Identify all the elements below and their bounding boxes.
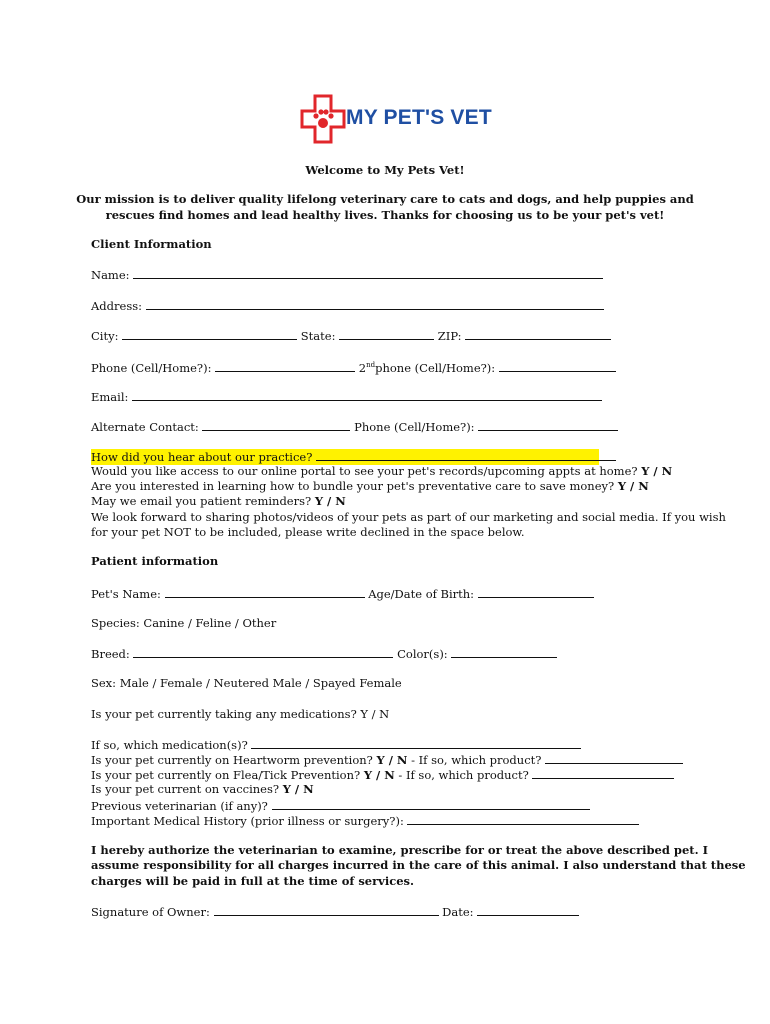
alt-phone-field[interactable] — [478, 419, 618, 431]
state-field[interactable] — [339, 328, 434, 340]
medications-row[interactable]: Is your pet currently taking any medications? Y / N — [91, 707, 390, 721]
which-meds-row — [91, 737, 581, 753]
email-field[interactable] — [132, 389, 602, 401]
bundle-text: Are you interested in learning how to bundle your pet's preventative care to save money? — [91, 479, 615, 493]
bundle-question — [91, 479, 649, 494]
hear-about-row — [91, 449, 599, 465]
city-label: City: — [91, 329, 119, 343]
history-label: Important Medical History (prior illness or surgery?): — [91, 814, 404, 828]
which-meds-label: If so, which medication(s)? — [91, 738, 248, 752]
heartworm-label: Is your pet currently on Heartworm prevention? — [91, 753, 373, 767]
email-label: Email: — [91, 390, 129, 404]
breed-field[interactable] — [133, 646, 393, 658]
name-field[interactable] — [133, 267, 603, 279]
welcome-heading: Welcome to My Pets Vet! — [305, 163, 465, 177]
pet-name-row — [91, 586, 594, 602]
portal-question — [91, 464, 672, 479]
pet-name-field[interactable] — [165, 586, 365, 598]
phone-label: Phone (Cell/Home?): — [91, 360, 212, 375]
signature-row — [91, 904, 579, 920]
date-label: Date: — [442, 905, 474, 919]
portal-yn[interactable]: Y / N — [641, 464, 673, 478]
mission-line-1: Our mission is to deliver quality lifelong veterinary care to cats and dogs, and help puppies and — [76, 192, 694, 206]
name-row — [91, 267, 603, 283]
address-label: Address: — [91, 299, 143, 313]
prev-vet-row — [91, 798, 590, 814]
heartworm-product-field[interactable] — [545, 752, 683, 764]
prev-vet-field[interactable] — [272, 798, 590, 810]
zip-label: ZIP: — [437, 329, 462, 343]
fleatick-yn[interactable]: Y / N — [363, 768, 395, 782]
heartworm-yn[interactable]: Y / N — [376, 753, 408, 767]
phone-row — [91, 358, 616, 376]
mission-line-2: rescues find homes and lead healthy lives. Thanks for choosing us to be your pet's vet! — [105, 208, 665, 222]
vaccines-label: Is your pet current on vaccines? — [91, 782, 280, 796]
reminders-question — [91, 494, 346, 509]
city-state-zip-row — [91, 328, 611, 344]
date-field[interactable] — [477, 904, 579, 916]
address-row — [91, 298, 604, 314]
vaccines-row — [91, 782, 314, 797]
fleatick-product-label: - If so, which product? — [398, 768, 529, 782]
history-field[interactable] — [407, 813, 639, 825]
hear-about-label: How did you hear about our practice? — [91, 450, 313, 464]
history-row — [91, 813, 639, 829]
breed-label: Breed: — [91, 647, 130, 661]
which-meds-field[interactable] — [251, 737, 581, 749]
phone2-number: 2 — [358, 360, 367, 375]
logo — [300, 92, 492, 148]
hear-about-field[interactable] — [316, 449, 616, 461]
color-label: Color(s): — [397, 647, 448, 661]
age-field[interactable] — [478, 586, 594, 598]
phone2-field[interactable] — [499, 360, 616, 372]
alt-contact-row — [91, 419, 618, 435]
prev-vet-label: Previous veterinarian (if any)? — [91, 799, 268, 813]
phone2-label: phone (Cell/Home?): — [375, 360, 496, 375]
patient-info-heading: Patient information — [91, 554, 219, 568]
authorize-line-2: assume responsibility for all charges incurred in the care of this animal. I also understand that these — [91, 858, 746, 872]
email-row — [91, 389, 602, 405]
client-info-heading: Client Information — [91, 237, 212, 251]
phone2-sup: nd — [366, 361, 376, 369]
species-row[interactable]: Species: Canine / Feline / Other — [91, 616, 277, 630]
sex-row[interactable]: Sex: Male / Female / Neutered Male / Spayed Female — [91, 676, 402, 690]
reminders-text: May we email you patient reminders? — [91, 494, 312, 508]
bundle-yn[interactable]: Y / N — [617, 479, 649, 493]
state-label: State: — [300, 329, 336, 343]
fleatick-label: Is your pet currently on Flea/Tick Prevention? — [91, 768, 361, 782]
city-field[interactable] — [122, 328, 297, 340]
fleatick-product-field[interactable] — [532, 767, 674, 779]
logo-text: MY PET'S VET — [346, 106, 492, 129]
heartworm-row — [91, 752, 683, 768]
color-field[interactable] — [451, 646, 557, 658]
zip-field[interactable] — [465, 328, 611, 340]
breed-row — [91, 646, 557, 662]
portal-text: Would you like access to our online portal to see your pet's records/upcoming appts at home? — [91, 464, 638, 478]
alt-phone-label: Phone (Cell/Home?): — [354, 420, 475, 434]
signature-label: Signature of Owner: — [91, 905, 210, 919]
heartworm-product-label: - If so, which product? — [411, 753, 542, 767]
address-field[interactable] — [146, 298, 604, 310]
authorize-line-3: charges will be paid in full at the time of services. — [91, 874, 415, 888]
alt-contact-label: Alternate Contact: — [91, 420, 199, 434]
authorize-line-1: I hereby authorize the veterinarian to examine, prescribe for or treat the above described pet. I — [91, 843, 708, 857]
fleatick-row — [91, 767, 674, 783]
name-label: Name: — [91, 268, 130, 282]
age-label: Age/Date of Birth: — [368, 587, 475, 601]
alt-contact-field[interactable] — [202, 419, 350, 431]
medical-cross-paw-icon — [300, 94, 346, 144]
photos-line-1: We look forward to sharing photos/videos of your pets as part of our marketing and social media. If you wish — [91, 510, 726, 524]
pet-name-label: Pet's Name: — [91, 587, 161, 601]
reminders-yn[interactable]: Y / N — [314, 494, 346, 508]
vaccines-yn[interactable]: Y / N — [282, 782, 314, 796]
phone-field[interactable] — [215, 360, 355, 372]
photos-line-2: for your pet NOT to be included, please write declined in the space below. — [91, 525, 525, 539]
signature-field[interactable] — [214, 904, 439, 916]
